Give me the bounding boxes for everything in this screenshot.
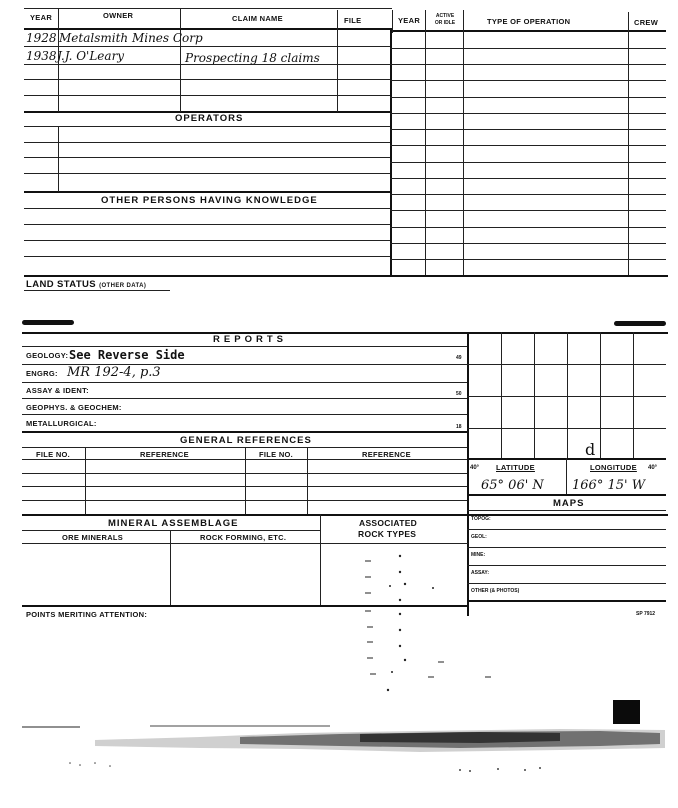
maps-row-geol: GEOL: [471, 534, 487, 540]
owner-row-2-year: 1938 [26, 49, 57, 63]
year2-header: YEAR [398, 16, 421, 25]
geophys-label: GEOPHYS. & GEOCHEM: [26, 403, 122, 412]
metallurgical-label: METALLURGICAL: [26, 419, 97, 428]
assay-label: ASSAY & IDENT: [26, 386, 89, 395]
owner-row-1-owner: Metalsmith Mines Corp [59, 31, 203, 45]
reports-col-number-1: 49 [456, 355, 462, 361]
crew-header: CREW [634, 18, 659, 27]
longitude-value: 166° 15' W [572, 478, 646, 493]
dash-marks [365, 561, 491, 677]
bottom-smear [22, 726, 665, 752]
dark-block-artifact [613, 700, 640, 724]
maps-row-topog: TOPOG: [471, 516, 491, 522]
geology-label: GEOLOGY: [26, 351, 69, 360]
claim-name-header: CLAIM NAME [232, 14, 283, 23]
engrg-label: ENGRG: [26, 369, 58, 378]
speckles [69, 762, 541, 772]
mineral-assemblage-heading: MINERAL ASSEMBLAGE [108, 518, 239, 529]
maps-row-mine: MINE: [471, 552, 486, 558]
owner-header: OWNER [103, 11, 134, 20]
dot-marks [387, 555, 434, 691]
points-meriting-attention-label: POINTS MERITING ATTENTION: [26, 610, 148, 619]
maps-heading: MAPS [553, 498, 585, 509]
geology-value: See Reverse Side [69, 348, 185, 362]
type-of-operation-header: TYPE OF OPERATION [487, 17, 571, 26]
rock-forming-header: ROCK FORMING, ETC. [200, 533, 287, 542]
longitude-label: LONGITUDE [590, 463, 637, 472]
lon-suffix: 40° [648, 465, 658, 471]
ref-col-file-no-2: FILE NO. [259, 450, 294, 459]
associated-rock-types-line1: ASSOCIATED [359, 518, 418, 528]
reports-col-number-3: 18 [456, 424, 462, 430]
engrg-value: MR 192-4, p.3 [67, 365, 161, 380]
grid-location-mark: d [585, 440, 596, 459]
latitude-label: LATITUDE [496, 463, 535, 472]
active-header-line1: ACTIVE [435, 13, 455, 19]
file-header: FILE [344, 16, 362, 25]
owner-row-1-year: 1928 [26, 31, 57, 45]
general-references-heading: GENERAL REFERENCES [180, 435, 312, 446]
operators-heading: OPERATORS [175, 113, 244, 124]
other-persons-heading: OTHER PERSONS HAVING KNOWLEDGE [101, 195, 318, 206]
year-header: YEAR [30, 13, 53, 22]
active-header-line2: OR IDLE [434, 20, 456, 26]
land-status-sub: (OTHER DATA) [99, 283, 147, 289]
ref-col-reference-1: REFERENCE [140, 450, 189, 459]
maps-row-other: OTHER (& PHOTOS) [471, 588, 520, 594]
owner-row-2-claim: Prospecting 18 claims [185, 51, 320, 65]
associated-rock-types-line2: ROCK TYPES [358, 529, 417, 539]
lat-prefix: 40° [470, 465, 480, 471]
reports-col-number-2: 50 [456, 391, 462, 397]
ore-minerals-header: ORE MINERALS [62, 533, 124, 542]
form-number: SP 7912 [636, 611, 656, 617]
owner-row-2-owner: J.J. O'Leary [57, 49, 125, 63]
maps-row-assay: ASSAY: [471, 570, 490, 576]
ref-col-reference-2: REFERENCE [362, 450, 411, 459]
latitude-value: 65° 06' N [481, 478, 544, 493]
land-status-label: LAND STATUS [26, 279, 97, 290]
ref-col-file-no-1: FILE NO. [36, 450, 71, 459]
reports-heading: REPORTS [213, 334, 287, 345]
